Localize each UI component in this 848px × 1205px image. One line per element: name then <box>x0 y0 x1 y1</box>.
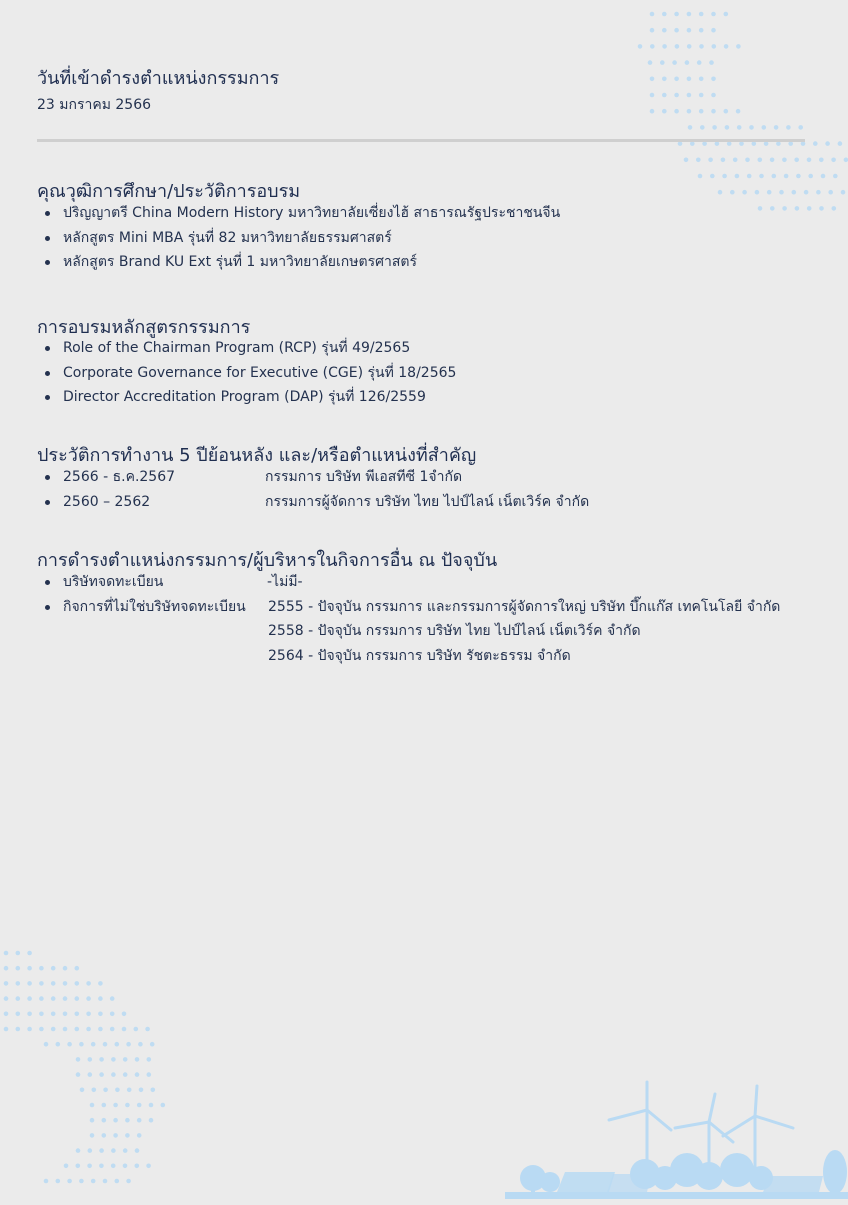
dot <box>99 1148 104 1153</box>
dot <box>650 28 655 33</box>
dot <box>672 60 677 65</box>
dot <box>712 44 717 49</box>
dot <box>39 996 44 1001</box>
dot <box>145 1027 150 1032</box>
dot <box>161 1103 166 1108</box>
dot <box>736 109 741 114</box>
bullet-icon <box>45 395 50 400</box>
dot <box>712 125 717 130</box>
dot <box>745 158 750 163</box>
wind-solar-illustration <box>505 1080 848 1199</box>
dot <box>98 996 103 1001</box>
dot <box>832 206 837 211</box>
dot <box>699 44 704 49</box>
list-item <box>37 644 827 669</box>
dot <box>27 981 32 986</box>
dot <box>662 44 667 49</box>
dot <box>63 981 68 986</box>
bullet-icon <box>45 260 50 265</box>
dot <box>76 1057 81 1062</box>
dot <box>75 1012 80 1017</box>
dot <box>110 1012 115 1017</box>
dot <box>662 93 667 98</box>
dot <box>838 141 843 146</box>
dot <box>79 1042 84 1047</box>
dot <box>147 1057 152 1062</box>
dot <box>650 12 655 17</box>
dot <box>708 158 713 163</box>
bullet-icon <box>45 236 50 241</box>
dot <box>98 1012 103 1017</box>
dot <box>135 1148 140 1153</box>
dot <box>711 28 716 33</box>
dot <box>122 1012 127 1017</box>
dot <box>795 206 800 211</box>
dot <box>102 1133 107 1138</box>
dot <box>687 44 692 49</box>
dot <box>113 1103 118 1108</box>
dot <box>688 125 693 130</box>
dot <box>758 158 763 163</box>
dot <box>650 93 655 98</box>
dot <box>39 1027 44 1032</box>
work-period: 2560 – 2562 <box>63 493 151 510</box>
dot <box>4 1012 9 1017</box>
dot <box>51 996 56 1001</box>
dot <box>134 1027 139 1032</box>
dot <box>111 1164 116 1169</box>
dot <box>737 125 742 130</box>
bullet-icon <box>45 371 50 376</box>
dot <box>98 981 103 986</box>
dot <box>674 12 679 17</box>
dot <box>137 1118 142 1123</box>
dot <box>759 174 764 179</box>
dot <box>111 1148 116 1153</box>
bullet-icon <box>45 211 50 216</box>
list-item: หลักสูตร Mini MBA รุ่นที่ 82 มหาวิทยาลัยธรรมศาสตร์ <box>37 226 560 251</box>
section-divider <box>37 139 805 142</box>
dot <box>794 158 799 163</box>
dot <box>674 109 679 114</box>
dot <box>725 125 730 130</box>
non-listed-value: 2555 - ปัจจุบัน กรรมการ และกรรมการผู้จัดการใหญ่ บริษัท บึ๊กแก๊ส เทคโนโลยี จำกัด <box>268 598 781 615</box>
dot <box>774 125 779 130</box>
list-item <box>37 595 827 620</box>
dot <box>98 1027 103 1032</box>
dot <box>103 1088 108 1093</box>
dot <box>63 996 68 1001</box>
dot <box>67 1179 72 1184</box>
dot <box>662 12 667 17</box>
dot <box>662 109 667 114</box>
dot <box>784 174 789 179</box>
dot <box>828 190 833 195</box>
dot <box>821 174 826 179</box>
dot <box>113 1118 118 1123</box>
dot <box>699 77 704 82</box>
dot <box>831 158 836 163</box>
list-item <box>37 619 827 644</box>
dot <box>86 981 91 986</box>
dot <box>687 109 692 114</box>
dot <box>733 158 738 163</box>
dot <box>103 1179 108 1184</box>
dot <box>816 190 821 195</box>
dot <box>833 174 838 179</box>
bullet-icon <box>45 475 50 480</box>
dot <box>711 77 716 82</box>
dot <box>76 1148 81 1153</box>
dot <box>125 1133 130 1138</box>
bullet-icon <box>45 580 50 585</box>
dot <box>27 966 32 971</box>
dot <box>127 1088 132 1093</box>
director-training-list <box>37 336 456 410</box>
dot <box>825 141 830 146</box>
education-list <box>37 201 560 275</box>
dot <box>687 77 692 82</box>
dot <box>742 190 747 195</box>
dot <box>674 28 679 33</box>
dot <box>724 109 729 114</box>
dot <box>90 1103 95 1108</box>
dot <box>63 966 68 971</box>
dot <box>767 190 772 195</box>
dot <box>99 1057 104 1062</box>
list-item: Corporate Governance for Executive (CGE) รุ่นที่ 18/2565 <box>37 361 456 386</box>
dot <box>699 109 704 114</box>
dot <box>149 1118 154 1123</box>
appointment-date: 23 มกราคม 2566 <box>37 97 152 113</box>
dot <box>27 1012 32 1017</box>
dot <box>662 28 667 33</box>
dot <box>798 125 803 130</box>
dot <box>813 141 818 146</box>
dot <box>4 966 9 971</box>
dot <box>841 190 846 195</box>
dot <box>51 966 56 971</box>
dot <box>126 1042 131 1047</box>
dot <box>39 966 44 971</box>
dot <box>662 77 667 82</box>
dot <box>724 12 729 17</box>
dot <box>15 1027 20 1032</box>
dot <box>99 1072 104 1077</box>
dot <box>675 44 680 49</box>
bullet-icon <box>45 346 50 351</box>
list-item <box>37 570 827 595</box>
dot <box>687 93 692 98</box>
dot <box>44 1179 49 1184</box>
dot <box>15 951 20 956</box>
dot <box>758 206 763 211</box>
dot <box>102 1118 107 1123</box>
dot <box>90 1118 95 1123</box>
dot <box>15 1012 20 1017</box>
dot <box>51 1012 56 1017</box>
non-listed-value: 2558 - ปัจจุบัน กรรมการ บริษัท ไทย ไปป์ไลน์ เน็ตเวิร์ค จำกัด <box>268 623 641 640</box>
work-history-heading: ประวัติการทำงาน 5 ปีย้อนหลัง และ/หรือตำแหน่งที่สำคัญ <box>37 445 477 466</box>
dot <box>807 206 812 211</box>
other-positions-heading: การดำรงตำแหน่งกรรมการ/ผู้บริหารในกิจการอื่น ณ ปัจจุบัน <box>37 550 498 571</box>
dot <box>115 1088 120 1093</box>
dot <box>39 1012 44 1017</box>
dot <box>15 966 20 971</box>
dot <box>27 951 32 956</box>
dot <box>75 981 80 986</box>
dot <box>135 1164 140 1169</box>
dot <box>75 1027 80 1032</box>
dot <box>138 1042 143 1047</box>
dot <box>648 60 653 65</box>
dot <box>99 1164 104 1169</box>
dot <box>67 1042 72 1047</box>
appointment-heading: วันที่เข้าดำรงตำแหน่งกรรมการ <box>37 68 280 89</box>
dot <box>685 60 690 65</box>
dot <box>125 1103 130 1108</box>
dot <box>792 190 797 195</box>
dot <box>700 125 705 130</box>
dot <box>749 125 754 130</box>
dot <box>102 1103 107 1108</box>
dot <box>75 966 80 971</box>
dot <box>721 158 726 163</box>
dot <box>125 1118 130 1123</box>
dot <box>51 981 56 986</box>
dot <box>718 190 723 195</box>
list-item: หลักสูตร Brand KU Ext รุ่นที่ 1 มหาวิทยาลัยเกษตรศาสตร์ <box>37 250 560 275</box>
dot <box>137 1133 142 1138</box>
dot <box>650 77 655 82</box>
dot <box>711 93 716 98</box>
dot <box>762 125 767 130</box>
dot <box>4 1027 9 1032</box>
dot <box>137 1103 142 1108</box>
dot <box>819 158 824 163</box>
dot <box>684 158 689 163</box>
dot <box>724 44 729 49</box>
dot <box>735 174 740 179</box>
bottom-left-dot-pattern <box>0 945 200 1205</box>
dot <box>76 1072 81 1077</box>
listed-company-value: -ไม่มี- <box>267 574 303 590</box>
dot <box>64 1164 69 1169</box>
dot <box>696 158 701 163</box>
dot <box>135 1057 140 1062</box>
dot <box>779 190 784 195</box>
list-item: Director Accreditation Program (DAP) รุ่นที่ 126/2559 <box>37 385 456 410</box>
work-history-list <box>37 465 817 514</box>
dot <box>27 1027 32 1032</box>
list-item: ปริญญาตรี China Modern History มหาวิทยาลัยเซี่ยงไฮ้ สาธารณรัฐประชาชนจีน <box>37 201 560 226</box>
dot <box>782 206 787 211</box>
dot <box>747 174 752 179</box>
dot <box>711 12 716 17</box>
list-item <box>37 465 817 490</box>
dot <box>80 1088 85 1093</box>
dot <box>79 1179 84 1184</box>
dot <box>139 1088 144 1093</box>
dot <box>123 1072 128 1077</box>
list-item: Role of the Chairman Program (RCP) รุ่นที่ 49/2565 <box>37 336 456 361</box>
dot <box>730 190 735 195</box>
dot <box>75 996 80 1001</box>
dot <box>44 1042 49 1047</box>
dot <box>110 996 115 1001</box>
dot <box>115 1179 120 1184</box>
dot <box>86 996 91 1001</box>
dot <box>90 1133 95 1138</box>
dot <box>92 1088 97 1093</box>
dot <box>126 1179 131 1184</box>
dot <box>770 158 775 163</box>
dot <box>150 1042 155 1047</box>
dot <box>697 60 702 65</box>
dot <box>123 1164 128 1169</box>
dot <box>699 93 704 98</box>
dot <box>650 109 655 114</box>
dot <box>86 1027 91 1032</box>
work-period: 2566 - ธ.ค.2567 <box>63 469 176 485</box>
work-position: กรรมการผู้จัดการ บริษัท ไทย ไปป์ไลน์ เน็ตเวิร์ค จำกัด <box>265 493 590 510</box>
dot <box>660 60 665 65</box>
dot <box>86 1012 91 1017</box>
bullet-icon <box>45 500 50 505</box>
other-positions-list <box>37 570 827 668</box>
dot <box>4 951 9 956</box>
list-item <box>37 490 817 515</box>
dot <box>674 77 679 82</box>
non-listed-label: กิจการที่ไม่ใช่บริษัทจดทะเบียน <box>63 598 246 615</box>
dot <box>698 174 703 179</box>
dot <box>844 158 848 163</box>
dot <box>87 1164 92 1169</box>
dot <box>15 981 20 986</box>
dot <box>786 125 791 130</box>
dot <box>88 1148 93 1153</box>
dot <box>88 1057 93 1062</box>
dot <box>782 158 787 163</box>
dot <box>699 12 704 17</box>
dot <box>56 1179 61 1184</box>
dot <box>63 1027 68 1032</box>
dot <box>699 28 704 33</box>
dot <box>113 1133 118 1138</box>
dot <box>674 93 679 98</box>
dot <box>111 1057 116 1062</box>
dot <box>63 1012 68 1017</box>
dot <box>804 190 809 195</box>
dot <box>770 206 775 211</box>
dot <box>15 996 20 1001</box>
dot <box>650 44 655 49</box>
dot <box>122 1027 127 1032</box>
dot <box>807 158 812 163</box>
dot <box>736 44 741 49</box>
dot <box>147 1072 152 1077</box>
dot <box>88 1072 93 1077</box>
dot <box>91 1042 96 1047</box>
bullet-icon <box>45 605 50 610</box>
dot <box>146 1164 151 1169</box>
listed-company-label: บริษัทจดทะเบียน <box>63 574 164 590</box>
dot <box>755 190 760 195</box>
dot <box>123 1057 128 1062</box>
non-listed-value: 2564 - ปัจจุบัน กรรมการ บริษัท รัชตะธรรม จำกัด <box>268 647 571 664</box>
dot <box>151 1088 156 1093</box>
dot <box>4 996 9 1001</box>
dot <box>103 1042 108 1047</box>
dot <box>4 981 9 986</box>
dot <box>111 1072 116 1077</box>
dot <box>772 174 777 179</box>
dot <box>91 1179 96 1184</box>
dot <box>808 174 813 179</box>
dot <box>123 1148 128 1153</box>
director-training-heading: การอบรมหลักสูตรกรรมการ <box>37 317 251 338</box>
dot <box>51 1027 56 1032</box>
dot <box>796 174 801 179</box>
dot <box>819 206 824 211</box>
dot <box>709 60 714 65</box>
work-position: กรรมการ บริษัท พีเอสทีซี 1จำกัด <box>265 469 463 485</box>
dot <box>638 44 643 49</box>
dot <box>76 1164 81 1169</box>
dot <box>39 981 44 986</box>
dot <box>115 1042 120 1047</box>
education-heading: คุณวุฒิการศึกษา/ประวัติการอบรม <box>37 181 301 202</box>
dot <box>687 28 692 33</box>
dot <box>110 1027 115 1032</box>
dot <box>687 12 692 17</box>
dot <box>135 1072 140 1077</box>
dot <box>56 1042 61 1047</box>
dot <box>711 109 716 114</box>
dot <box>710 174 715 179</box>
dot <box>27 996 32 1001</box>
dot <box>722 174 727 179</box>
dot <box>149 1103 154 1108</box>
